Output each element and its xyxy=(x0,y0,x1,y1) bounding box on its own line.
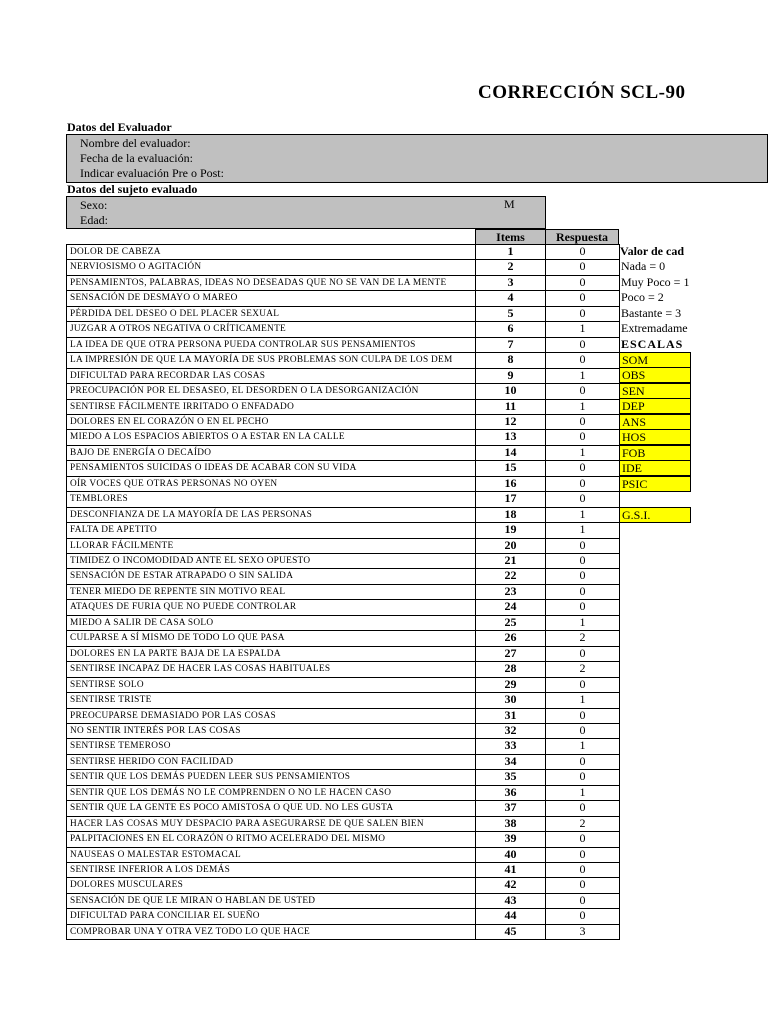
item-text: DOLORES EN LA PARTE BAJA DE LA ESPALDA xyxy=(66,646,476,662)
legend-line: Extremadame xyxy=(621,321,688,335)
item-response: 1 xyxy=(545,445,620,461)
item-number: 12 xyxy=(475,414,546,430)
item-response: 0 xyxy=(545,491,620,508)
scale-cell-obs: OBS xyxy=(619,367,691,383)
evaluador-indicar-label: Indicar evaluación Pre o Post: xyxy=(80,166,224,180)
item-text: PREOCUPARSE DEMASIADO POR LAS COSAS xyxy=(66,708,476,724)
item-text: SENTIRSE SOLO xyxy=(66,677,476,693)
item-number: 45 xyxy=(475,924,546,940)
item-number: 23 xyxy=(475,584,546,600)
item-response: 0 xyxy=(545,337,620,353)
item-text: DESCONFIANZA DE LA MAYORÍA DE LAS PERSONAS xyxy=(66,507,476,523)
legend-line: Poco = 2 xyxy=(621,290,664,304)
item-response: 0 xyxy=(545,383,620,400)
item-text: PREOCUPACIÓN POR EL DESASEO, EL DESORDEN O LA DESORGANIZACIÓN xyxy=(66,383,476,400)
item-text: SENTIR QUE LOS DEMÁS NO LE COMPRENDEN O NO LE HACEN CASO xyxy=(66,785,476,801)
item-number: 9 xyxy=(475,368,546,384)
sujeto-box xyxy=(66,196,546,229)
scale-cell-hos: HOS xyxy=(619,429,691,445)
item-response: 0 xyxy=(545,460,620,477)
item-response: 0 xyxy=(545,429,620,446)
scale-cell-som: SOM xyxy=(619,352,691,368)
item-number: 19 xyxy=(475,522,546,539)
item-text: PENSAMIENTOS, PALABRAS, IDEAS NO DESEADAS QUE NO SE VAN DE LA MENTE xyxy=(66,275,476,291)
item-number: 35 xyxy=(475,769,546,786)
item-response: 0 xyxy=(545,754,620,770)
legend-title: Valor de cad xyxy=(620,244,685,258)
item-number: 21 xyxy=(475,553,546,569)
item-number: 15 xyxy=(475,460,546,477)
item-text: FALTA DE APETITO xyxy=(66,522,476,539)
item-text: SENTIRSE TRISTE xyxy=(66,692,476,709)
item-number: 4 xyxy=(475,290,546,307)
item-number: 1 xyxy=(475,244,546,260)
item-text: JUZGAR A OTROS NEGATIVA O CRÍTICAMENTE xyxy=(66,321,476,338)
item-number: 6 xyxy=(475,321,546,338)
item-text: MIEDO A SALIR DE CASA SOLO xyxy=(66,615,476,631)
item-response: 0 xyxy=(545,538,620,554)
item-response: 0 xyxy=(545,677,620,693)
item-number: 5 xyxy=(475,306,546,322)
item-number: 17 xyxy=(475,491,546,508)
item-number: 18 xyxy=(475,507,546,523)
item-number: 34 xyxy=(475,754,546,770)
item-number: 36 xyxy=(475,785,546,801)
item-response: 1 xyxy=(545,507,620,523)
sujeto-edad-label: Edad: xyxy=(80,213,108,227)
item-number: 31 xyxy=(475,708,546,724)
item-text: SENSACIÓN DE ESTAR ATRAPADO O SIN SALIDA xyxy=(66,568,476,585)
item-number: 28 xyxy=(475,661,546,678)
item-response: 0 xyxy=(545,306,620,322)
item-response: 2 xyxy=(545,630,620,647)
item-number: 13 xyxy=(475,429,546,446)
scale-cell-ans: ANS xyxy=(619,414,691,430)
item-response: 0 xyxy=(545,584,620,600)
item-response: 0 xyxy=(545,476,620,492)
item-text: HACER LAS COSAS MUY DESPACIO PARA ASEGURARSE DE QUE SALEN BIEN xyxy=(66,816,476,832)
scale-cell-ide: IDE xyxy=(619,460,691,476)
item-number: 8 xyxy=(475,352,546,369)
item-response: 1 xyxy=(545,368,620,384)
sujeto-sexo-label: Sexo: xyxy=(80,198,108,212)
item-number: 44 xyxy=(475,908,546,925)
item-text: LLORAR FÁCILMENTE xyxy=(66,538,476,554)
item-number: 32 xyxy=(475,723,546,739)
item-text: SENTIRSE INCAPAZ DE HACER LAS COSAS HABITUALES xyxy=(66,661,476,678)
item-text: NERVIOSISMO O AGITACIÓN xyxy=(66,259,476,276)
item-number: 38 xyxy=(475,816,546,832)
item-text: TENER MIEDO DE REPENTE SIN MOTIVO REAL xyxy=(66,584,476,600)
item-text: COMPROBAR UNA Y OTRA VEZ TODO LO QUE HACE xyxy=(66,924,476,940)
item-number: 20 xyxy=(475,538,546,554)
item-number: 25 xyxy=(475,615,546,631)
item-number: 22 xyxy=(475,568,546,585)
item-text: BAJO DE ENERGÍA O DECAÍDO xyxy=(66,445,476,461)
item-number: 24 xyxy=(475,599,546,616)
item-response: 0 xyxy=(545,831,620,848)
respuesta-header: Respuesta xyxy=(545,229,619,245)
legend-line: Nada = 0 xyxy=(621,259,666,273)
item-response: 0 xyxy=(545,723,620,739)
item-response: 1 xyxy=(545,615,620,631)
item-text: SENTIRSE FÁCILMENTE IRRITADO O ENFADADO xyxy=(66,399,476,415)
item-response: 1 xyxy=(545,399,620,415)
escalas-heading: ESCALAS xyxy=(621,337,684,351)
item-response: 0 xyxy=(545,908,620,925)
item-number: 37 xyxy=(475,800,546,817)
scale-cell-sen: SEN xyxy=(619,383,691,399)
item-text: ATAQUES DE FURIA QUE NO PUEDE CONTROLAR xyxy=(66,599,476,616)
item-text: TIMIDEZ O INCOMODIDAD ANTE EL SEXO OPUESTO xyxy=(66,553,476,569)
item-number: 10 xyxy=(475,383,546,400)
item-text: PÉRDIDA DEL DESEO O DEL PLACER SEXUAL xyxy=(66,306,476,322)
item-response: 0 xyxy=(545,769,620,786)
item-response: 2 xyxy=(545,816,620,832)
item-response: 0 xyxy=(545,893,620,909)
item-response: 0 xyxy=(545,259,620,276)
scale-cell-dep: DEP xyxy=(619,398,691,414)
item-text: PALPITACIONES EN EL CORAZÓN O RITMO ACELERADO DEL MISMO xyxy=(66,831,476,848)
item-number: 40 xyxy=(475,847,546,863)
item-text: DIFICULTAD PARA RECORDAR LAS COSAS xyxy=(66,368,476,384)
item-response: 1 xyxy=(545,321,620,338)
item-text: MIEDO A LOS ESPACIOS ABIERTOS O A ESTAR EN LA CALLE xyxy=(66,429,476,446)
item-text: LA IDEA DE QUE OTRA PERSONA PUEDA CONTROLAR SUS PENSAMIENTOS xyxy=(66,337,476,353)
item-text: DOLOR DE CABEZA xyxy=(66,244,476,260)
legend-line: Muy Poco = 1 xyxy=(621,275,690,289)
item-number: 29 xyxy=(475,677,546,693)
item-response: 0 xyxy=(545,646,620,662)
evaluador-fecha-label: Fecha de la evaluación: xyxy=(80,151,193,165)
item-text: DOLORES MUSCULARES xyxy=(66,877,476,894)
item-number: 42 xyxy=(475,877,546,894)
item-response: 0 xyxy=(545,414,620,430)
item-text: DOLORES EN EL CORAZÓN O EN EL PECHO xyxy=(66,414,476,430)
item-response: 1 xyxy=(545,522,620,539)
item-number: 26 xyxy=(475,630,546,647)
item-response: 0 xyxy=(545,553,620,569)
item-response: 1 xyxy=(545,738,620,755)
item-number: 2 xyxy=(475,259,546,276)
item-text: PENSAMIENTOS SUICIDAS O IDEAS DE ACABAR CON SU VIDA xyxy=(66,460,476,477)
item-response: 0 xyxy=(545,244,620,260)
item-number: 7 xyxy=(475,337,546,353)
item-text: NO SENTIR INTERÉS POR LAS COSAS xyxy=(66,723,476,739)
scale-cell-gsi: G.S.I. xyxy=(619,507,691,523)
item-response: 3 xyxy=(545,924,620,940)
item-response: 0 xyxy=(545,290,620,307)
item-text: SENTIR QUE LOS DEMÁS PUEDEN LEER SUS PENSAMIENTOS xyxy=(66,769,476,786)
item-number: 33 xyxy=(475,738,546,755)
item-response: 0 xyxy=(545,599,620,616)
item-text: NAUSEAS O MALESTAR ESTOMACAL xyxy=(66,847,476,863)
sujeto-heading: Datos del sujeto evaluado xyxy=(67,182,198,196)
item-number: 30 xyxy=(475,692,546,709)
item-text: DIFICULTAD PARA CONCILIAR EL SUEÑO xyxy=(66,908,476,925)
item-response: 0 xyxy=(545,800,620,817)
item-number: 11 xyxy=(475,399,546,415)
item-text: SENTIRSE TEMEROSO xyxy=(66,738,476,755)
item-number: 27 xyxy=(475,646,546,662)
item-response: 0 xyxy=(545,352,620,369)
item-response: 0 xyxy=(545,862,620,878)
item-number: 3 xyxy=(475,275,546,291)
item-text: SENSACIÓN DE QUE LE MIRAN O HABLAN DE USTED xyxy=(66,893,476,909)
item-response: 0 xyxy=(545,568,620,585)
item-number: 14 xyxy=(475,445,546,461)
item-response: 0 xyxy=(545,708,620,724)
item-response: 0 xyxy=(545,877,620,894)
item-text: SENTIRSE HERIDO CON FACILIDAD xyxy=(66,754,476,770)
evaluador-box xyxy=(66,134,768,183)
item-response: 0 xyxy=(545,847,620,863)
item-response: 1 xyxy=(545,785,620,801)
item-text: OÍR VOCES QUE OTRAS PERSONAS NO OYEN xyxy=(66,476,476,492)
item-text: SENSACIÓN DE DESMAYO O MAREO xyxy=(66,290,476,307)
item-text: LA IMPRESIÓN DE QUE LA MAYORÍA DE SUS PROBLEMAS SON CULPA DE LOS DEM xyxy=(66,352,476,369)
legend-line: Bastante = 3 xyxy=(621,306,682,320)
scale-cell-fob: FOB xyxy=(619,445,691,461)
item-text: TEMBLORES xyxy=(66,491,476,508)
item-number: 39 xyxy=(475,831,546,848)
page-title: CORRECCIÓN SCL-90 xyxy=(478,82,686,103)
item-response: 0 xyxy=(545,275,620,291)
item-number: 41 xyxy=(475,862,546,878)
item-text: CULPARSE A SÍ MISMO DE TODO LO QUE PASA xyxy=(66,630,476,647)
item-number: 43 xyxy=(475,893,546,909)
item-text: SENTIR QUE LA GENTE ES POCO AMISTOSA O QUE UD. NO LES GUSTA xyxy=(66,800,476,817)
evaluador-nombre-label: Nombre del evaluador: xyxy=(80,136,191,150)
item-number: 16 xyxy=(475,476,546,492)
item-text: SENTIRSE INFERIOR A LOS DEMÁS xyxy=(66,862,476,878)
scale-cell-psic: PSIC xyxy=(619,476,691,492)
evaluador-heading: Datos del Evaluador xyxy=(67,120,172,134)
item-response: 1 xyxy=(545,692,620,709)
sujeto-sexo-value: M xyxy=(504,197,515,211)
item-response: 2 xyxy=(545,661,620,678)
items-header: Items xyxy=(475,229,546,245)
